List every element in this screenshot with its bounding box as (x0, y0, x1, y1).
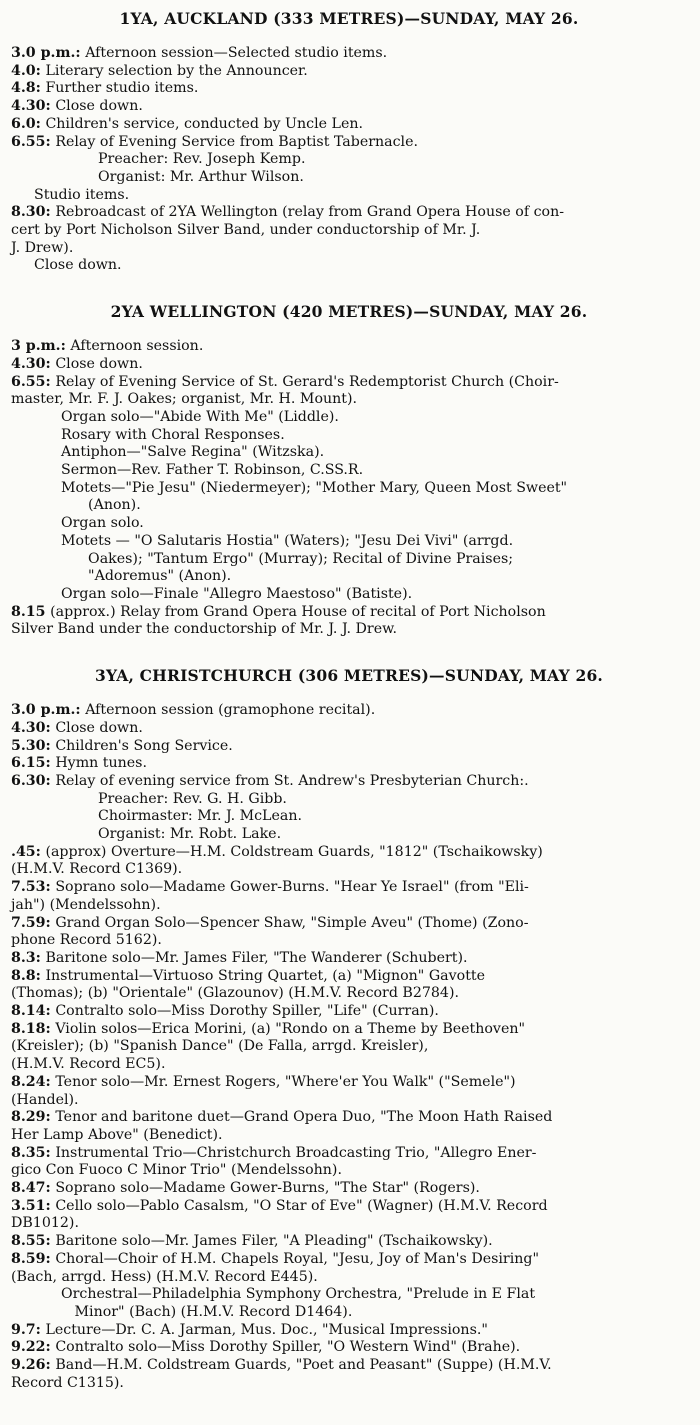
entry-line (11, 338, 694, 356)
entry-time: 8.15 (11, 603, 46, 620)
programme-entry (4, 586, 694, 604)
station-heading: 1YA, AUCKLAND (333 METRES)—SUNDAY, MAY 26. (119, 9, 579, 28)
programme-entry (4, 169, 694, 187)
entry-line (11, 932, 694, 950)
entry-text: Children's Song Service. (55, 737, 233, 754)
station-section (4, 663, 694, 1392)
entry-line (11, 843, 694, 862)
entry-line (11, 62, 694, 81)
entry-text: Instrumental Trio—Christchurch Broadcasting Trio, "Allegro Ener- (55, 1144, 537, 1161)
entry-line (11, 1197, 694, 1216)
station-section (4, 299, 694, 639)
entry-line (11, 1374, 694, 1393)
entry-text: (approx.) Relay from Grand Opera House of recital of Port Nicholson (50, 603, 546, 620)
entry-line: Minor" (Bach) (H.M.V. Record D1464). (61, 1304, 353, 1320)
programme-entry (4, 1145, 694, 1180)
programme-entry (4, 879, 694, 914)
programme-entry (4, 826, 694, 844)
entry-line (11, 1073, 694, 1092)
entry-line (11, 1056, 694, 1074)
entry-time: 3.0 p.m.: (11, 702, 81, 719)
entry-line (11, 879, 694, 897)
programme-entry (4, 374, 694, 409)
entry-text: Baritone solo—Mr. James Filer, "A Pleading" (Tschaikowsky). (55, 1233, 493, 1250)
entry-line (11, 1268, 694, 1287)
entry-line (11, 772, 694, 791)
entry-line (11, 115, 694, 134)
programme-entry (4, 773, 694, 791)
entry-text: DB1012). (11, 1215, 79, 1232)
programme-entry (4, 63, 694, 81)
entry-text: Contralto solo—Miss Dorothy Spiller, "Life" (Curran). (55, 1003, 439, 1020)
entry-line (11, 45, 694, 63)
programme-entry (4, 720, 694, 738)
entry-line: Organ solo—"Abide With Me" (Liddle). (61, 408, 339, 425)
entry-text: Soprano solo—Madame Gower-Burns. "Hear Ye Israel" (from "Eli- (55, 879, 529, 896)
programme-entry (4, 1109, 694, 1144)
entry-line (11, 1020, 694, 1039)
entry-text: (approx) Overture—H.M. Coldstream Guards, "1812" (Tschaikowsky) (45, 843, 543, 860)
programme-entry (4, 338, 694, 356)
programme-entry (4, 1074, 694, 1109)
entry-line (11, 985, 694, 1003)
programme-entry (4, 187, 694, 205)
entry-time: 7.59: (11, 914, 51, 931)
entry-text: Instrumental—Virtuoso String Quartet, (a) "Mignon" Gavotte (45, 967, 485, 984)
entry-line (11, 1144, 694, 1163)
entry-text: (Handel). (11, 1091, 79, 1108)
entry-line: Rosary with Choral Responses. (61, 426, 285, 443)
programme-entry (4, 98, 694, 116)
entry-time: 8.8: (11, 967, 41, 984)
entry-text: Choral—Choir of H.M. Chapels Royal, "Jesu, Joy of Man's Desiring" (55, 1250, 539, 1267)
entry-time: 6.55: (11, 373, 51, 390)
programme-entry (4, 1286, 694, 1321)
programme-entry (4, 1322, 694, 1340)
entry-line (11, 1233, 694, 1251)
programme-entry (4, 204, 694, 257)
entry-line (11, 373, 694, 392)
programme-entry (4, 80, 694, 98)
entry-time: 5.30: (11, 737, 51, 754)
entry-line (11, 755, 694, 773)
entry-line (11, 621, 694, 639)
entry-line (11, 204, 694, 222)
entry-time: 6.15: (11, 755, 51, 772)
entry-text: Silver Band under the conductorship of Mr. J. J. Drew. (11, 621, 398, 638)
programme-entry (4, 738, 694, 756)
programme-entry (4, 151, 694, 169)
entry-text: Band—H.M. Coldstream Guards, "Poet and Peasant" (Suppe) (H.M.V. (55, 1357, 552, 1374)
entry-line (11, 1180, 694, 1198)
programme-entry (4, 116, 694, 134)
entry-time: 6.55: (11, 133, 51, 150)
entry-line: Organist: Mr. Robt. Lake. (98, 826, 282, 843)
entry-time: 3.0 p.m.: (11, 45, 81, 61)
entry-line (11, 1091, 694, 1110)
entry-text: gico Con Fuoco C Minor Trio" (Mendelssohn). (11, 1162, 342, 1179)
entry-line (11, 1339, 694, 1357)
entry-line (11, 967, 694, 986)
programme-entry (4, 533, 694, 586)
entry-text: Further studio items. (45, 80, 199, 97)
entry-text: Grand Organ Solo—Spencer Shaw, "Simple Aveu" (Thome) (Zono- (55, 914, 529, 931)
entry-time: 3.51: (11, 1197, 51, 1214)
entry-text: Afternoon session—Selected studio items. (85, 45, 388, 61)
programme-entry (4, 427, 694, 445)
entry-time: 8.35: (11, 1144, 51, 1161)
station-heading: 3YA, CHRISTCHURCH (306 METRES)—SUNDAY, MAY 26. (94, 666, 604, 686)
entry-line (11, 1038, 694, 1056)
entry-line (11, 914, 694, 933)
entry-text: Contralto solo—Miss Dorothy Spiller, "O Western Wind" (Brahe). (55, 1339, 521, 1356)
programme-entry (4, 134, 694, 152)
entry-line (11, 391, 694, 409)
entry-text: Literary selection by the Announcer. (45, 62, 308, 79)
programme-entry (4, 702, 694, 720)
programme-entry (4, 1233, 694, 1251)
entry-line (11, 1321, 694, 1340)
entry-line (11, 737, 694, 756)
programme-entry (4, 1198, 694, 1233)
entry-line (11, 355, 694, 374)
entry-text: Relay of evening service from St. Andrew's Presbyterian Church:. (55, 772, 529, 789)
entry-line (11, 603, 694, 622)
entry-line: Organist: Mr. Arthur Wilson. (98, 168, 304, 185)
entry-line (11, 1215, 694, 1233)
programme-entry (4, 791, 694, 809)
programme-entry (4, 1021, 694, 1074)
entry-text: Hymn tunes. (55, 755, 147, 772)
programme-entry (4, 1003, 694, 1021)
entry-time: 9.22: (11, 1339, 51, 1356)
programme-entry (4, 1251, 694, 1286)
programme-entry (4, 1357, 694, 1392)
entry-line (11, 1357, 694, 1375)
entry-line (11, 1109, 694, 1127)
entry-time: 4.30: (11, 355, 51, 372)
entry-time: 6.0: (11, 115, 41, 132)
entry-text: Tenor and baritone duet—Grand Opera Duo, "The Moon Hath Raised (55, 1109, 553, 1126)
entry-line: Close down. (34, 257, 122, 274)
entry-text: Children's service, conducted by Uncle Len. (45, 115, 364, 132)
entry-line: Preacher: Rev. G. H. Gibb. (98, 790, 287, 807)
entry-time: 8.30: (11, 204, 51, 221)
entry-line (11, 239, 694, 258)
entry-line (11, 133, 694, 152)
entry-time: 8.24: (11, 1073, 51, 1090)
programme-entry (4, 1339, 694, 1357)
entry-line: Antiphon—"Salve Regina" (Witzska). (61, 444, 325, 461)
entry-line: Oakes); "Tantum Ergo" (Murray); Recital of Divine Praises; (61, 550, 514, 567)
entry-time: 8.29: (11, 1109, 51, 1126)
entry-text: J. Drew). (11, 239, 74, 256)
programme-entry (4, 915, 694, 950)
entry-text: Lecture—Dr. C. A. Jarman, Mus. Doc., "Musical Impressions." (45, 1321, 488, 1338)
entry-line: "Adoremus" (Anon). (61, 568, 232, 585)
entry-text: Close down. (55, 719, 143, 736)
station-section (4, 6, 694, 275)
entry-line (11, 80, 694, 98)
entry-text: Record C1315). (11, 1374, 124, 1391)
entry-line (11, 702, 694, 720)
entry-text: (H.M.V. Record C1369). (11, 861, 183, 878)
entry-time: 8.55: (11, 1233, 51, 1250)
entry-line: Organ solo—Finale "Allegro Maestoso" (Batiste). (61, 585, 413, 602)
entry-text: Tenor solo—Mr. Ernest Rogers, "Where'er You Walk" ("Semele") (55, 1073, 516, 1090)
entry-line: Sermon—Rev. Father T. Robinson, C.SS.R. (61, 462, 364, 479)
entry-text: (Kreisler); (b) "Spanish Dance" (De Falla, arrgd. Kreisler), (11, 1038, 429, 1055)
entry-text: Violin solos—Erica Morini, (a) "Rondo on a Theme by Beethoven" (55, 1020, 526, 1037)
programme-entry (4, 444, 694, 462)
entry-text: phone Record 5162). (11, 932, 162, 949)
entry-line: Preacher: Rev. Joseph Kemp. (98, 151, 306, 168)
programme-entry (4, 755, 694, 773)
entry-line: Choirmaster: Mr. J. McLean. (98, 808, 302, 825)
entry-text: Soprano solo—Madame Gower-Burns, "The Star" (Rogers). (55, 1180, 480, 1197)
programme-entry (4, 356, 694, 374)
entry-time: 8.59: (11, 1250, 51, 1267)
programme-entry (4, 950, 694, 968)
entry-line (11, 949, 694, 968)
entry-time: 8.14: (11, 1003, 51, 1020)
entry-text: (Bach, arrgd. Hess) (H.M.V. Record E445). (11, 1268, 318, 1285)
entry-line (11, 861, 694, 879)
entry-time: 3 p.m.: (11, 338, 66, 355)
entry-line: Motets — "O Salutaris Hostia" (Waters); "Jesu Dei Vivi" (arrgd. (61, 532, 514, 549)
programme-entry (4, 604, 694, 639)
entry-line: Orchestral—Philadelphia Symphony Orchestra, "Prelude in E Flat (61, 1286, 536, 1303)
entry-line (11, 222, 694, 240)
entry-line (11, 896, 694, 915)
programme-entry (4, 257, 694, 275)
programme-entry (4, 968, 694, 1003)
entry-time: 4.0: (11, 62, 41, 79)
entry-text: jah") (Mendelssohn). (11, 896, 161, 913)
programme-entry (4, 808, 694, 826)
entry-text: Her Lamp Above" (Benedict). (11, 1126, 223, 1143)
programme-entry (4, 1180, 694, 1198)
entry-text: Baritone solo—Mr. James Filer, "The Wanderer (Schubert). (45, 949, 468, 966)
entry-line (11, 1250, 694, 1269)
programme-entry (4, 844, 694, 879)
entry-line (11, 1162, 694, 1180)
entry-text: Afternoon session (gramophone recital). (85, 702, 376, 719)
entry-text: cert by Port Nicholson Silver Band, under conductorship of Mr. J. (11, 222, 481, 239)
entry-line (11, 1126, 694, 1145)
programme-entry (4, 515, 694, 533)
entry-text: (Thomas); (b) "Orientale" (Glazounov) (H.M.V. Record B2784). (11, 985, 460, 1002)
programme-entry (4, 45, 694, 63)
entry-time: 4.8: (11, 80, 41, 97)
entry-time: 4.30: (11, 719, 51, 736)
entry-time: 8.18: (11, 1020, 51, 1037)
programme-entry (4, 409, 694, 427)
entry-text: Close down. (55, 355, 143, 372)
entry-time: 4.30: (11, 98, 51, 115)
entry-text: Relay of Evening Service from Baptist Tabernacle. (55, 133, 418, 150)
programme-entry (4, 462, 694, 480)
entry-line (11, 98, 694, 116)
entry-time: 9.26: (11, 1357, 51, 1374)
entry-time: 8.47: (11, 1180, 51, 1197)
entry-time: 6.30: (11, 772, 51, 789)
entry-text: Close down. (55, 98, 143, 115)
entry-time: 8.3: (11, 949, 41, 966)
entry-line: Motets—"Pie Jesu" (Niedermeyer); "Mother Mary, Queen Most Sweet" (61, 479, 568, 496)
entry-text: Relay of Evening Service of St. Gerard's Redemptorist Church (Choir- (55, 373, 559, 390)
entry-time: .45: (11, 843, 41, 860)
entry-text: Rebroadcast of 2YA Wellington (relay from Grand Opera House of con- (55, 204, 565, 221)
entry-line: (Anon). (61, 497, 141, 514)
station-heading: 2YA WELLINGTON (420 METRES)—SUNDAY, MAY 26. (110, 302, 588, 322)
entry-text: Afternoon session. (70, 338, 204, 355)
entry-text: (H.M.V. Record EC5). (11, 1056, 166, 1073)
entry-line (11, 1003, 694, 1021)
entry-time: 7.53: (11, 879, 51, 896)
entry-text: Cello solo—Pablo Casalsm, "O Star of Eve" (Wagner) (H.M.V. Record (55, 1197, 548, 1214)
entry-line (11, 719, 694, 738)
programme-entry (4, 480, 694, 515)
entry-line: Organ solo. (61, 515, 144, 532)
entry-time: 9.7: (11, 1321, 41, 1338)
entry-line: Studio items. (34, 186, 130, 203)
entry-text: master, Mr. F. J. Oakes; organist, Mr. H. Mount). (11, 391, 358, 408)
